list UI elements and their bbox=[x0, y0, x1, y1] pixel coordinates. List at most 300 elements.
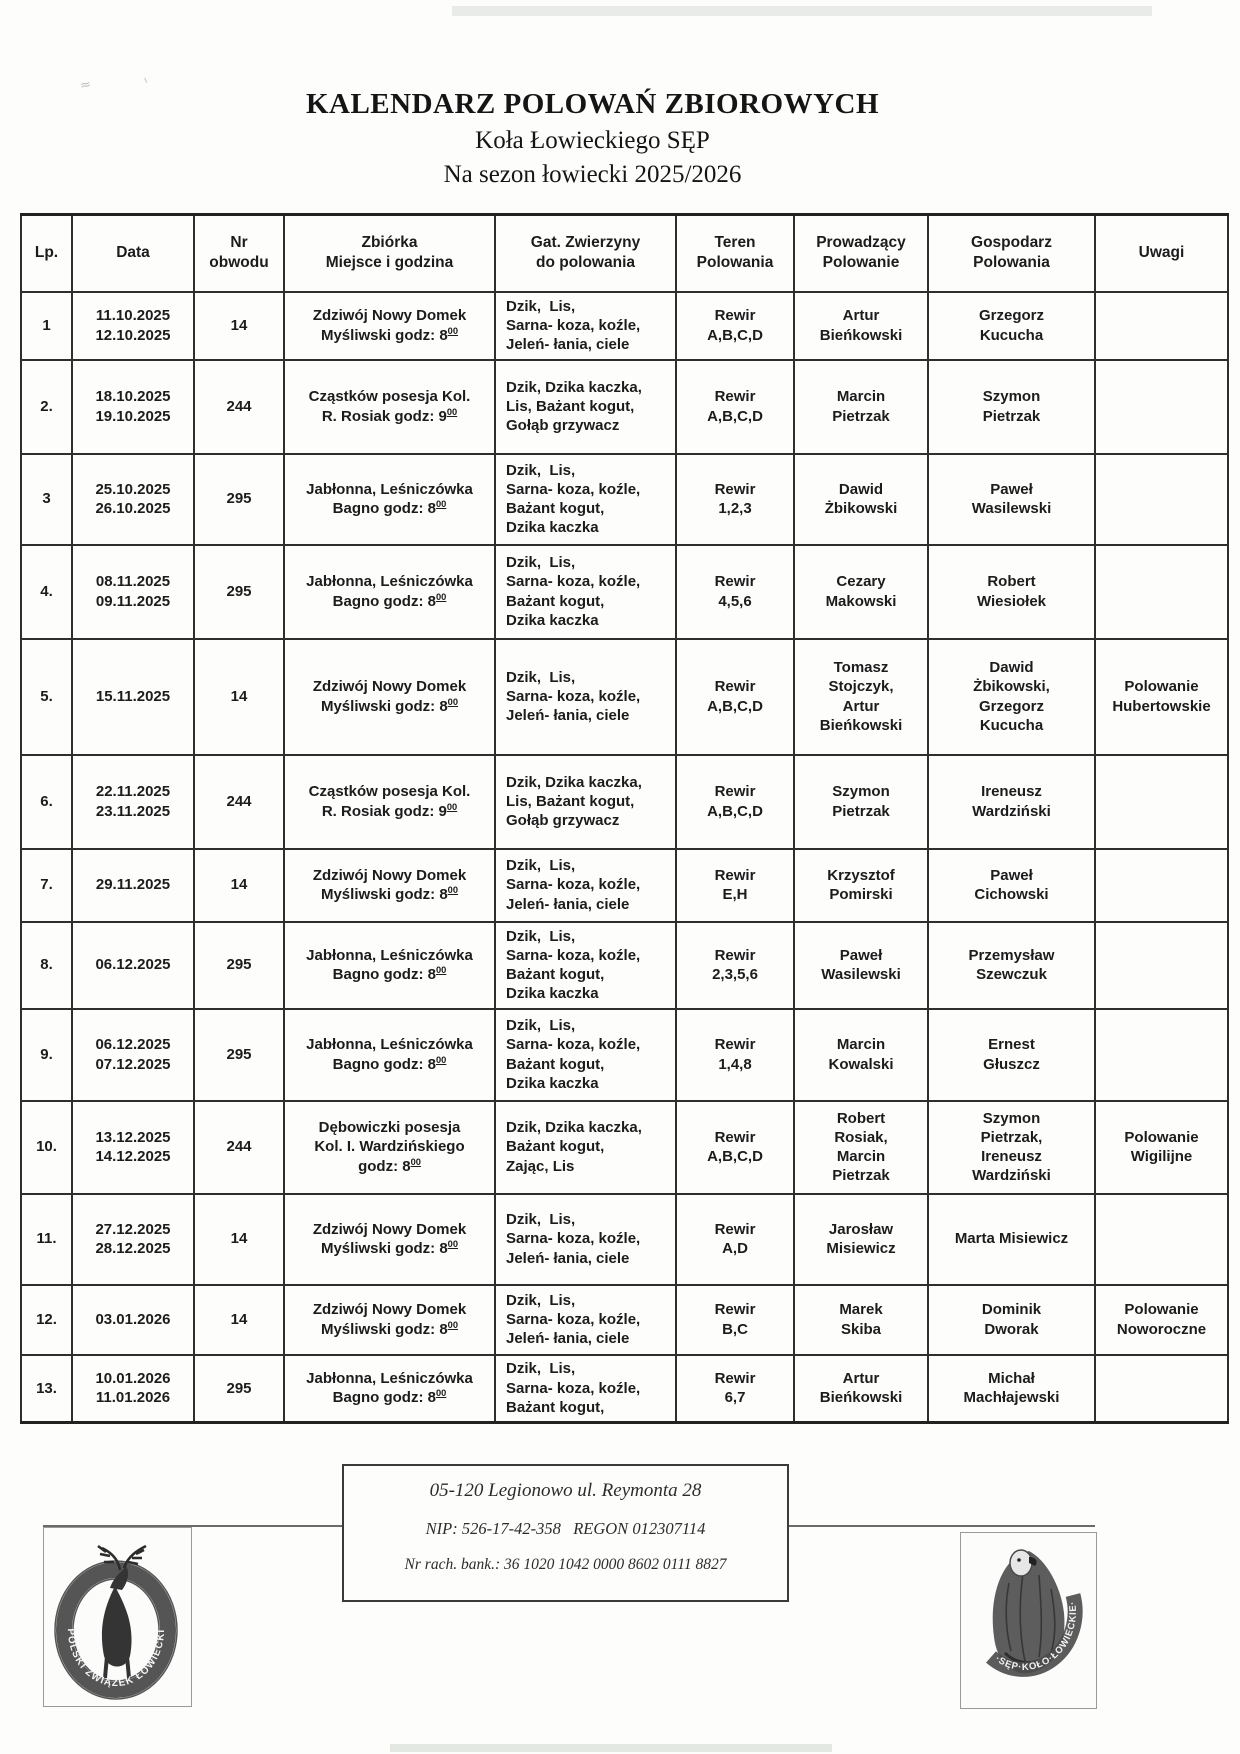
cell-game-species bbox=[495, 1285, 676, 1355]
cell-game-species-line: Dzik, Dzika kaczka, bbox=[506, 1119, 642, 1137]
document-heading bbox=[0, 88, 1185, 189]
table-row bbox=[21, 360, 1228, 454]
cell-hunt-host-line: Wasilewski bbox=[971, 500, 1052, 517]
cell-date-line: 10.01.2026 bbox=[95, 1370, 171, 1388]
cell-hunt-host-line: Dawid bbox=[989, 659, 1034, 677]
cell-date bbox=[72, 849, 194, 922]
cell-hunt-leader-line: Stojczyk, bbox=[828, 678, 894, 696]
cell-meeting-time: Bagno godz: $8^{00}$ bbox=[332, 1388, 447, 1407]
cell-remarks-line: Polowanie bbox=[1124, 1301, 1199, 1319]
cell-game-species-line: Sarna- koza, koźle, bbox=[506, 1036, 641, 1054]
cell-game-species-line: Dzik, Lis, bbox=[506, 554, 576, 572]
cell-district-number bbox=[194, 292, 284, 360]
cell-hunt-leader bbox=[794, 922, 928, 1009]
cell-hunting-area bbox=[676, 1194, 794, 1285]
cell-hunt-host-line: Przemysław bbox=[968, 946, 1055, 964]
cell-meeting-time: R. Rosiak godz: $9^{00}$ bbox=[321, 406, 458, 425]
cell-hunting-area-line: A,B,C,D bbox=[707, 407, 763, 425]
cell-game-species-line: Gołąb grzywacz bbox=[506, 417, 620, 435]
cell-hunt-host-line: Michał bbox=[988, 1370, 1035, 1388]
cell-hunt-leader bbox=[794, 755, 928, 849]
cell-date-line: 22.11.2025 bbox=[95, 783, 171, 801]
cell-lp bbox=[21, 545, 72, 639]
cell-meeting-place-line: Cząstków posesja Kol. bbox=[308, 388, 471, 406]
cell-game-species-line: Dzik, Lis, bbox=[506, 1211, 576, 1229]
cell-hunt-host bbox=[928, 1194, 1095, 1285]
cell-district-number-line: 14 bbox=[230, 316, 248, 334]
cell-hunt-leader-line: Marcin bbox=[836, 1036, 886, 1054]
column-header-7 bbox=[928, 215, 1095, 292]
cell-meeting-place-line: Jabłonna, Leśniczówka bbox=[306, 573, 473, 591]
cell-hunting-area-line: Rewir bbox=[714, 678, 756, 696]
vulture-emblem-icon bbox=[961, 1533, 1096, 1708]
cell-hunting-area bbox=[676, 849, 794, 922]
cell-meeting-time: Myśliwski godz: $8^{00}$ bbox=[320, 1319, 459, 1338]
cell-hunting-area-line: A,B,C,D bbox=[707, 1148, 763, 1165]
scan-artifact-bottom bbox=[390, 1744, 832, 1752]
cell-remarks bbox=[1095, 849, 1228, 922]
column-header-0 bbox=[21, 215, 72, 292]
cell-game-species-line: Bażant kogut, bbox=[506, 1055, 605, 1073]
club-address-box bbox=[342, 1464, 789, 1602]
cell-meeting-place bbox=[284, 1355, 495, 1423]
cell-game-species-line: Dzik, Lis, bbox=[506, 857, 576, 875]
cell-district-number-line: 295 bbox=[226, 1379, 252, 1397]
cell-hunting-area bbox=[676, 639, 794, 755]
cell-hunt-host bbox=[928, 1285, 1095, 1355]
cell-meeting-place-line: Jabłonna, Leśniczówka bbox=[306, 946, 473, 964]
cell-remarks bbox=[1095, 360, 1228, 454]
cell-meeting-time: Bagno godz: $8^{00}$ bbox=[332, 965, 447, 983]
cell-hunt-host-line: Szymon bbox=[982, 1109, 1041, 1127]
cell-game-species-line: Gołąb grzywacz bbox=[506, 812, 620, 830]
cell-hunt-host bbox=[928, 922, 1095, 1009]
cell-district-number bbox=[194, 1101, 284, 1194]
cell-hunting-area-line: E,H bbox=[722, 886, 748, 903]
cell-district-number-line: 14 bbox=[230, 1230, 248, 1248]
cell-date-line: 29.11.2025 bbox=[95, 876, 171, 894]
cell-date bbox=[72, 1009, 194, 1101]
cell-meeting-place-line: Zdziwój Nowy Domek bbox=[312, 1301, 467, 1319]
cell-district-number bbox=[194, 360, 284, 454]
cell-hunt-leader bbox=[794, 454, 928, 545]
club-bank-account: Nr rach. bank.: 36 1020 1042 0000 8602 0111 8827 bbox=[404, 1556, 727, 1573]
cell-hunting-area bbox=[676, 1101, 794, 1194]
cell-lp-line: 3 bbox=[42, 490, 51, 508]
cell-meeting-time: Myśliwski godz: $8^{00}$ bbox=[320, 1239, 459, 1257]
cell-hunt-leader-line: Artur bbox=[842, 1370, 880, 1388]
cell-district-number-line: 295 bbox=[226, 956, 252, 974]
table-row bbox=[21, 1355, 1228, 1423]
cell-date bbox=[72, 1355, 194, 1423]
table-row bbox=[21, 922, 1228, 1009]
cell-meeting-place-line: Zdziwój Nowy Domek bbox=[312, 678, 467, 696]
cell-hunt-host-line: Żbikowski, bbox=[973, 678, 1050, 696]
cell-game-species bbox=[495, 755, 676, 849]
cell-hunting-area-line: Rewir bbox=[714, 1301, 756, 1319]
cell-hunt-leader-line: Marcin bbox=[836, 388, 886, 406]
pen-mark: ≈ bbox=[78, 77, 93, 94]
deer-emblem-icon bbox=[44, 1528, 191, 1706]
cell-date bbox=[72, 292, 194, 360]
column-header-4 bbox=[495, 215, 676, 292]
cell-hunting-area-line: 4,5,6 bbox=[718, 592, 752, 610]
header-line: Polowania bbox=[696, 254, 774, 272]
cell-lp-line: 13. bbox=[36, 1379, 57, 1397]
cell-lp bbox=[21, 1101, 72, 1194]
cell-meeting-place bbox=[284, 1009, 495, 1101]
page-subtitle-season: Na sezon łowiecki 2025/2026 bbox=[443, 161, 742, 188]
cell-hunt-leader-line: Szymon bbox=[832, 783, 890, 801]
cell-hunting-area bbox=[676, 1285, 794, 1355]
cell-district-number-line: 244 bbox=[226, 1138, 252, 1156]
cell-hunt-host-line: Marta Misiewicz bbox=[954, 1230, 1069, 1248]
time-superscript: 00 bbox=[435, 965, 447, 975]
cell-hunting-area-line: A,B,C,D bbox=[707, 697, 763, 715]
cell-hunt-host-line: Paweł bbox=[990, 480, 1033, 498]
time-superscript: 00 bbox=[446, 801, 458, 812]
cell-meeting-place-line: Jabłonna, Leśniczówka bbox=[306, 1370, 473, 1388]
cell-hunt-leader-line: Tomasz bbox=[833, 659, 889, 677]
cell-lp-line: 5. bbox=[40, 687, 53, 705]
cell-hunt-leader bbox=[794, 1009, 928, 1101]
cell-meeting-place-line: Kol. I. Wardzińskiego bbox=[314, 1138, 465, 1156]
cell-hunt-host-line: Głuszcz bbox=[983, 1055, 1040, 1073]
cell-district-number-line: 295 bbox=[226, 1045, 252, 1063]
cell-remarks-line: Noworoczne bbox=[1116, 1320, 1207, 1338]
cell-game-species-line: Sarna- koza, koźle, bbox=[506, 316, 641, 334]
cell-hunt-leader-line: Krzysztof bbox=[827, 866, 895, 884]
cell-remarks bbox=[1095, 922, 1228, 1009]
cell-hunt-host bbox=[928, 755, 1095, 849]
cell-game-species-line: Dzik, Lis, bbox=[506, 297, 576, 315]
column-header-5 bbox=[676, 215, 794, 292]
club-nip-regon: NIP: 526-17-42-358 REGON 012307114 bbox=[425, 1519, 706, 1538]
header-line: Polowanie bbox=[822, 254, 900, 272]
cell-lp bbox=[21, 1194, 72, 1285]
cell-remarks-line: Polowanie bbox=[1124, 1128, 1199, 1146]
cell-hunt-leader bbox=[794, 1194, 928, 1285]
cell-game-species-line: Zając, Lis bbox=[506, 1157, 575, 1175]
header-line: Polowania bbox=[973, 254, 1050, 272]
cell-district-number bbox=[194, 1355, 284, 1423]
cell-hunt-leader-line: Paweł bbox=[839, 946, 883, 964]
header-line: Prowadzący bbox=[816, 234, 906, 252]
cell-hunting-area-line: 2,3,5,6 bbox=[712, 966, 758, 983]
header-line: Lp. bbox=[34, 244, 59, 262]
cell-hunt-leader-line: Artur bbox=[842, 307, 880, 325]
cell-lp bbox=[21, 360, 72, 454]
time-superscript: 00 bbox=[435, 1054, 447, 1065]
cell-meeting-time: Myśliwski godz: $8^{00}$ bbox=[320, 696, 459, 715]
cell-hunt-host-line: Wardziński bbox=[972, 802, 1051, 820]
header-line: Teren bbox=[714, 234, 756, 252]
cell-game-species-line: Dzik, Lis, bbox=[506, 668, 576, 686]
cell-lp-line: 4. bbox=[40, 582, 53, 600]
cell-district-number-line: 295 bbox=[226, 582, 252, 600]
cell-hunt-leader-line: Marek bbox=[839, 1301, 883, 1319]
cell-game-species-line: Sarna- koza, koźle, bbox=[506, 876, 641, 894]
cell-hunting-area bbox=[676, 454, 794, 545]
cell-meeting-place bbox=[284, 292, 495, 360]
cell-date-line: 18.10.2025 bbox=[95, 388, 171, 406]
header-line: Uwagi bbox=[1138, 244, 1185, 262]
cell-game-species-line: Bażant kogut, bbox=[506, 1398, 605, 1416]
time-superscript: 00 bbox=[435, 591, 447, 602]
cell-lp bbox=[21, 292, 72, 360]
cell-game-species-line: Dzika kaczka bbox=[506, 985, 599, 1003]
cell-district-number bbox=[194, 1285, 284, 1355]
cell-district-number-line: 14 bbox=[230, 687, 248, 705]
cell-date-line: 03.01.2026 bbox=[95, 1310, 171, 1328]
time-superscript: 00 bbox=[435, 499, 447, 509]
cell-meeting-place bbox=[284, 922, 495, 1009]
cell-hunt-leader-line: Artur bbox=[842, 697, 880, 715]
cell-lp-line: 10. bbox=[36, 1138, 57, 1156]
cell-lp bbox=[21, 755, 72, 849]
cell-meeting-time: Bagno godz: $8^{00}$ bbox=[332, 499, 447, 517]
cell-district-number-line: 14 bbox=[230, 1310, 248, 1328]
cell-hunt-host bbox=[928, 1101, 1095, 1194]
cell-meeting-place bbox=[284, 755, 495, 849]
cell-hunt-host-line: Grzegorz bbox=[978, 307, 1044, 325]
cell-hunt-host bbox=[928, 360, 1095, 454]
cell-hunting-area bbox=[676, 545, 794, 639]
cell-date-line: 23.11.2025 bbox=[95, 802, 171, 820]
cell-hunt-leader bbox=[794, 1285, 928, 1355]
cell-district-number bbox=[194, 849, 284, 922]
cell-district-number bbox=[194, 755, 284, 849]
cell-hunt-host-line: Kucucha bbox=[979, 326, 1044, 344]
cell-hunt-leader-line: Misiewicz bbox=[826, 1240, 896, 1257]
cell-hunt-leader-line: Robert bbox=[836, 1109, 886, 1127]
cell-hunt-leader-line: Pietrzak bbox=[832, 407, 890, 425]
cell-meeting-time: Bagno godz: $8^{00}$ bbox=[332, 591, 447, 610]
cell-hunt-leader-line: Cezary bbox=[836, 573, 886, 591]
cell-hunt-host-line: Machłajewski bbox=[963, 1389, 1060, 1407]
cell-hunt-host bbox=[928, 454, 1095, 545]
cell-date bbox=[72, 360, 194, 454]
cell-lp bbox=[21, 454, 72, 545]
cell-meeting-place bbox=[284, 849, 495, 922]
cell-game-species-line: Dzik, Dzika kaczka, bbox=[506, 378, 642, 396]
cell-hunt-host-line: Pietrzak, bbox=[980, 1128, 1043, 1146]
cell-hunting-area-line: Rewir bbox=[714, 307, 756, 325]
cell-hunting-area-line: Rewir bbox=[714, 1220, 756, 1238]
cell-meeting-place-line: Dębowiczki posesja bbox=[318, 1119, 461, 1137]
cell-date-line: 27.12.2025 bbox=[95, 1220, 171, 1238]
cell-hunt-leader bbox=[794, 1355, 928, 1423]
table-row bbox=[21, 639, 1228, 755]
cell-hunt-host bbox=[928, 1009, 1095, 1101]
cell-game-species-line: Sarna- koza, koźle, bbox=[506, 946, 641, 964]
cell-hunting-area-line: Rewir bbox=[714, 1370, 756, 1388]
cell-district-number bbox=[194, 639, 284, 755]
cell-hunting-area-line: 1,2,3 bbox=[718, 500, 752, 517]
cell-hunt-leader-line: Skiba bbox=[840, 1320, 882, 1338]
cell-remarks bbox=[1095, 1194, 1228, 1285]
cell-hunt-leader-line: Dawid bbox=[838, 480, 884, 498]
cell-hunt-host-line: Ireneusz bbox=[981, 783, 1042, 801]
cell-game-species bbox=[495, 1194, 676, 1285]
cell-meeting-place-line: Zdziwój Nowy Domek bbox=[312, 866, 467, 884]
cell-game-species-line: Jeleń- łania, ciele bbox=[506, 895, 630, 913]
header-line: do polowania bbox=[535, 254, 636, 272]
cell-lp-line: 1 bbox=[42, 316, 51, 334]
cell-game-species-line: Jeleń- łania, ciele bbox=[506, 1249, 630, 1267]
cell-game-species-line: Dzik, Dzika kaczka, bbox=[506, 773, 642, 791]
time-superscript: 00 bbox=[410, 1156, 421, 1167]
cell-district-number bbox=[194, 1009, 284, 1101]
hunting-calendar-table bbox=[20, 213, 1229, 1424]
time-superscript: 00 bbox=[447, 325, 459, 336]
cell-hunt-leader bbox=[794, 1101, 928, 1194]
cell-game-species-line: Sarna- koza, koźle, bbox=[506, 573, 641, 591]
cell-lp-line: 6. bbox=[40, 792, 53, 810]
cell-remarks bbox=[1095, 292, 1228, 360]
cell-hunting-area bbox=[676, 292, 794, 360]
cell-date bbox=[72, 454, 194, 545]
time-superscript: 00 bbox=[447, 696, 459, 707]
cell-hunt-leader-line: Pomirski bbox=[829, 886, 893, 903]
cell-hunt-host-line: Grzegorz bbox=[978, 697, 1044, 715]
table-row bbox=[21, 1285, 1228, 1355]
header-line: Gospodarz bbox=[971, 234, 1052, 252]
cell-remarks bbox=[1095, 755, 1228, 849]
cell-hunting-area bbox=[676, 922, 794, 1009]
cell-hunt-host bbox=[928, 1355, 1095, 1423]
cell-hunting-area-line: 6,7 bbox=[724, 1389, 746, 1407]
cell-game-species bbox=[495, 1101, 676, 1194]
cell-remarks bbox=[1095, 1101, 1228, 1194]
cell-game-species bbox=[495, 849, 676, 922]
cell-game-species-line: Bażant kogut, bbox=[506, 592, 605, 610]
cell-hunt-host-line: Dominik bbox=[981, 1301, 1042, 1319]
cell-hunt-host bbox=[928, 292, 1095, 360]
cell-hunting-area bbox=[676, 360, 794, 454]
cell-hunt-leader bbox=[794, 545, 928, 639]
cell-remarks bbox=[1095, 1355, 1228, 1423]
cell-lp-line: 12. bbox=[36, 1310, 57, 1328]
cell-meeting-place-line: Jabłonna, Leśniczówka bbox=[306, 480, 473, 498]
cell-district-number bbox=[194, 1194, 284, 1285]
cell-game-species-line: Dzik, Lis, bbox=[506, 461, 576, 479]
cell-hunt-leader-line: Bieńkowski bbox=[819, 326, 903, 344]
cell-hunt-leader-line: Bieńkowski bbox=[819, 1389, 903, 1407]
pen-mark: ᐠ bbox=[139, 75, 150, 92]
cell-hunt-host-line: Szymon bbox=[982, 388, 1041, 406]
cell-hunt-leader-line: Makowski bbox=[825, 592, 897, 610]
time-superscript: 00 bbox=[447, 885, 459, 895]
header-line: obwodu bbox=[209, 254, 269, 272]
column-header-6 bbox=[794, 215, 928, 292]
cell-meeting-place bbox=[284, 1101, 495, 1194]
cell-meeting-place-line: Zdziwój Nowy Domek bbox=[312, 307, 467, 325]
cell-meeting-time: godz: $8^{00}$ bbox=[358, 1156, 421, 1175]
cell-date bbox=[72, 922, 194, 1009]
cell-remarks bbox=[1095, 639, 1228, 755]
cell-lp-line: 8. bbox=[40, 956, 53, 974]
cell-lp-line: 2. bbox=[40, 397, 53, 415]
cell-meeting-time: R. Rosiak godz: $9^{00}$ bbox=[321, 801, 458, 820]
cell-date-line: 12.10.2025 bbox=[95, 326, 171, 344]
cell-meeting-place-line: Jabłonna, Leśniczówka bbox=[306, 1036, 473, 1054]
svg-text:·SĘP·KOŁO·ŁOWIECKIE·: ·SĘP·KOŁO·ŁOWIECKIE· bbox=[993, 1600, 1079, 1674]
cell-game-species-line: Dzika kaczka bbox=[506, 519, 599, 537]
cell-hunting-area-line: Rewir bbox=[714, 573, 756, 591]
cell-date-line: 13.12.2025 bbox=[95, 1128, 171, 1146]
cell-game-species-line: Sarna- koza, koźle, bbox=[506, 1310, 641, 1328]
cell-lp bbox=[21, 1355, 72, 1423]
cell-date bbox=[72, 1194, 194, 1285]
cell-hunt-leader-line: Marcin bbox=[836, 1148, 886, 1165]
cell-hunting-area-line: Rewir bbox=[714, 783, 756, 801]
sep-stamp-image bbox=[960, 1532, 1097, 1709]
cell-hunting-area-line: Rewir bbox=[714, 388, 756, 406]
cell-lp-line: 9. bbox=[40, 1045, 53, 1063]
cell-lp bbox=[21, 1009, 72, 1101]
cell-hunt-leader-line: Jarosław bbox=[828, 1220, 894, 1238]
page-subtitle-club: Koła Łowieckiego SĘP bbox=[475, 127, 710, 154]
header-line: Nr bbox=[230, 234, 248, 252]
cell-meeting-place bbox=[284, 545, 495, 639]
cell-hunt-leader-line: Pietrzak bbox=[832, 1167, 890, 1185]
cell-meeting-place bbox=[284, 639, 495, 755]
cell-game-species bbox=[495, 1355, 676, 1423]
cell-date-line: 09.11.2025 bbox=[95, 592, 171, 610]
pzl-stamp-image bbox=[43, 1527, 192, 1707]
cell-game-species-line: Dzika kaczka bbox=[506, 1074, 599, 1092]
cell-lp-line: 11. bbox=[36, 1230, 57, 1248]
cell-date bbox=[72, 639, 194, 755]
cell-district-number-line: 244 bbox=[226, 397, 252, 415]
cell-date-line: 08.11.2025 bbox=[95, 573, 171, 591]
cell-hunt-leader-line: Kowalski bbox=[828, 1055, 894, 1073]
cell-lp bbox=[21, 1285, 72, 1355]
cell-date bbox=[72, 1101, 194, 1194]
header-line: Zbiórka bbox=[361, 234, 418, 252]
cell-date-line: 06.12.2025 bbox=[95, 956, 171, 974]
cell-remarks-line: Hubertowskie bbox=[1112, 697, 1211, 715]
svg-text:POLSKI ZWIĄZEK ŁOWIECKI: POLSKI ZWIĄZEK ŁOWIECKI bbox=[64, 1628, 168, 1690]
header-line: Data bbox=[116, 244, 150, 262]
cell-meeting-place-line: Zdziwój Nowy Domek bbox=[312, 1220, 467, 1238]
cell-meeting-time: Myśliwski godz: $8^{00}$ bbox=[320, 325, 459, 344]
cell-hunt-leader-line: Żbikowski bbox=[824, 500, 898, 517]
cell-game-species bbox=[495, 292, 676, 360]
cell-hunt-host-line: Dworak bbox=[984, 1320, 1039, 1338]
cell-hunting-area-line: Rewir bbox=[714, 866, 756, 884]
cell-meeting-time: Myśliwski godz: $8^{00}$ bbox=[320, 885, 459, 903]
cell-hunting-area-line: Rewir bbox=[714, 1128, 756, 1146]
cell-hunt-host bbox=[928, 639, 1095, 755]
cell-remarks bbox=[1095, 1009, 1228, 1101]
table-header-row bbox=[21, 215, 1228, 292]
cell-hunt-leader bbox=[794, 360, 928, 454]
cell-date-line: 26.10.2025 bbox=[95, 500, 171, 517]
cell-remarks bbox=[1095, 545, 1228, 639]
cell-lp bbox=[21, 639, 72, 755]
cell-game-species-line: Jeleń- łania, ciele bbox=[506, 707, 630, 725]
cell-date bbox=[72, 545, 194, 639]
cell-game-species bbox=[495, 639, 676, 755]
table-row bbox=[21, 454, 1228, 545]
table-row bbox=[21, 849, 1228, 922]
time-superscript: 00 bbox=[447, 1239, 459, 1249]
cell-district-number bbox=[194, 922, 284, 1009]
column-header-1 bbox=[72, 215, 194, 292]
cell-game-species bbox=[495, 922, 676, 1009]
